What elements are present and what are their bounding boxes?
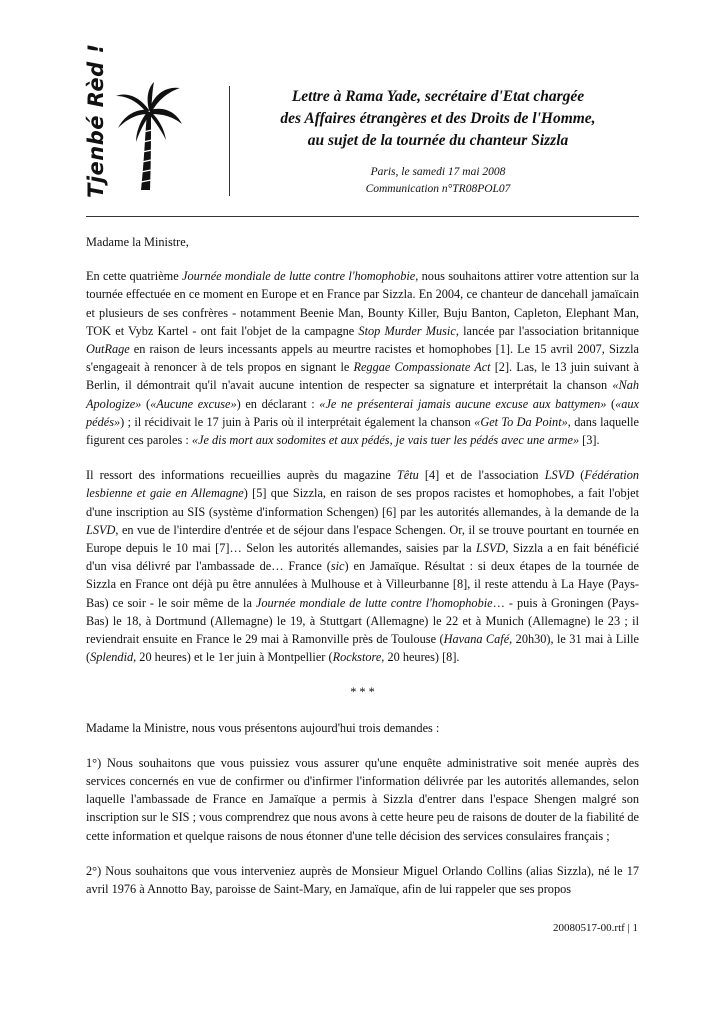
- paragraph-5: 2°) Nous souhaitons que vous interveniez auprès de Monsieur Miguel Orlando Collins (alias Sizzla), né le 17 avril 1976 à Annotto Bay, paroisse de Saint-Mary, en Jamaïque, afin de lui rappeler que ses propos: [86, 863, 639, 897]
- title-line: au sujet de la tournée du chanteur Sizzla: [307, 132, 569, 149]
- paragraph-4: 1°) Nous souhaitons que vous puissiez vous assurer qu'une enquête administrative soit menée auprès des services concernés en vue de confirmer ou d'infirmer l'information délivrée par les autorités allemandes, selon laquelle l'ambassade de France en Jamaïque a permis à Sizzla d'entrer dans l'espace Shengen malgré son inscription sur le SIS ; vous comprendrez que nous avons à cette heure peu de raisons de douter de la fiabilité de cette information et quelque raisons de nous étonner d'une telle décision des services consulaires français ;: [86, 755, 639, 843]
- paragraph-2: Il ressort des informations recueillies auprès du magazine Têtu [4] et de l'association LSVD (Fédération lesbienne et gaie en Allemagne) [5] que Sizzla, en raison de ses propos racistes et homophobes, a fait l'objet d'une inscription au SIS (système d'information Schengen) [6] par les autorités allemandes, à la demande de la LSVD, en vue de l'interdire d'entrée et de séjour dans l'espace Schengen. Or, il se trouve pourtant en tournée en Europe depuis le 10 mai [7]… Selon les autorités allemandes, saisies par la LSVD, Sizzla a en fait bénéficié d'un visa délivré par l'ambassade de… France (sic) en Jamaïque. Résultat : si deux étapes de la tournée de Sizzla en France ont déjà pu être annulées à Mulhouse et à Villeurbanne [8], il reste attendu à La Haye (Pays-Bas) ce soir - le soir même de la Journée mondiale de lutte contre l'homophobie… - puis à Groningen (Pays-Bas) le 18, à Dortmund (Allemagne) le 19, à Stuttgart (Allemagne) le 22 et à Munich (Allemagne) le 23 ; il reviendrait ensuite en France le 29 mai à Ramonville près de Toulouse (Havana Café, 20h30), le 31 mai à Lille (Splendid, 20 heures) et le 1er juin à Montpellier (Rockstore, 20 heures) [8].: [86, 468, 640, 665]
- letter-date: Paris, le samedi 17 mai 2008: [370, 166, 506, 178]
- logo-text: Tjenbé Rèd !: [84, 43, 108, 198]
- letter-body: [86, 233, 639, 915]
- palm-tree-icon: [114, 82, 184, 194]
- page-footer: 20080517-00.rtf | 1: [553, 922, 638, 934]
- paragraph-3: Madame la Ministre, nous vous présentons aujourd'hui trois demandes :: [86, 720, 440, 735]
- title-line: des Affaires étrangères et des Droits de l'Homme,: [280, 110, 596, 127]
- letter-title: [238, 86, 638, 152]
- paragraph-1: En cette quatrième Journée mondiale de lutte contre l'homophobie, nous souhaitons attirer votre attention sur la tournée effectuée en ce moment en Europe et en France par Sizzla. En 2004, ce chanteur de dancehall jamaïcain et plusieurs de ses confrères - notamment Beenie Man, Bounty Killer, Buju Banton, Capleton, Elephant Man, TOK et Vybz Kartel - ont fait l'objet de la campagne Stop Murder Music, lancée par l'association britannique OutRage en raison de leurs incessants appels au meurtre racistes et homophobes [1]. Le 15 avril 2007, Sizzla s'engageait à renoncer à de tels propos en signant le Reggae Compassionate Act [2]. Las, le 13 juin suivant à Berlin, il démontrait qu'il n'avait aucune intention de respecter sa signature et interprétait la chanson «Nah Apologize» («Aucune excuse») en déclarant : «Je ne présenterai jamais aucune excuse aux battymen» («aux pédés») ; il récidivait le 17 juin à Paris où il interprétait également la chanson «Get To Da Point», dans laquelle figurent ces paroles : «Je dis mort aux sodomites et aux pédés, je vais tuer les pédés avec une arme» [3].: [86, 269, 639, 448]
- communication-number: Communication n°TR08POL07: [365, 183, 511, 195]
- section-separator: * * *: [350, 685, 375, 700]
- letter-meta: [238, 164, 638, 198]
- title-line: Lettre à Rama Yade, secrétaire d'Etat chargée: [291, 88, 585, 105]
- header-rule: [86, 216, 639, 217]
- header-divider: [229, 86, 230, 196]
- salutation: Madame la Ministre,: [86, 235, 189, 249]
